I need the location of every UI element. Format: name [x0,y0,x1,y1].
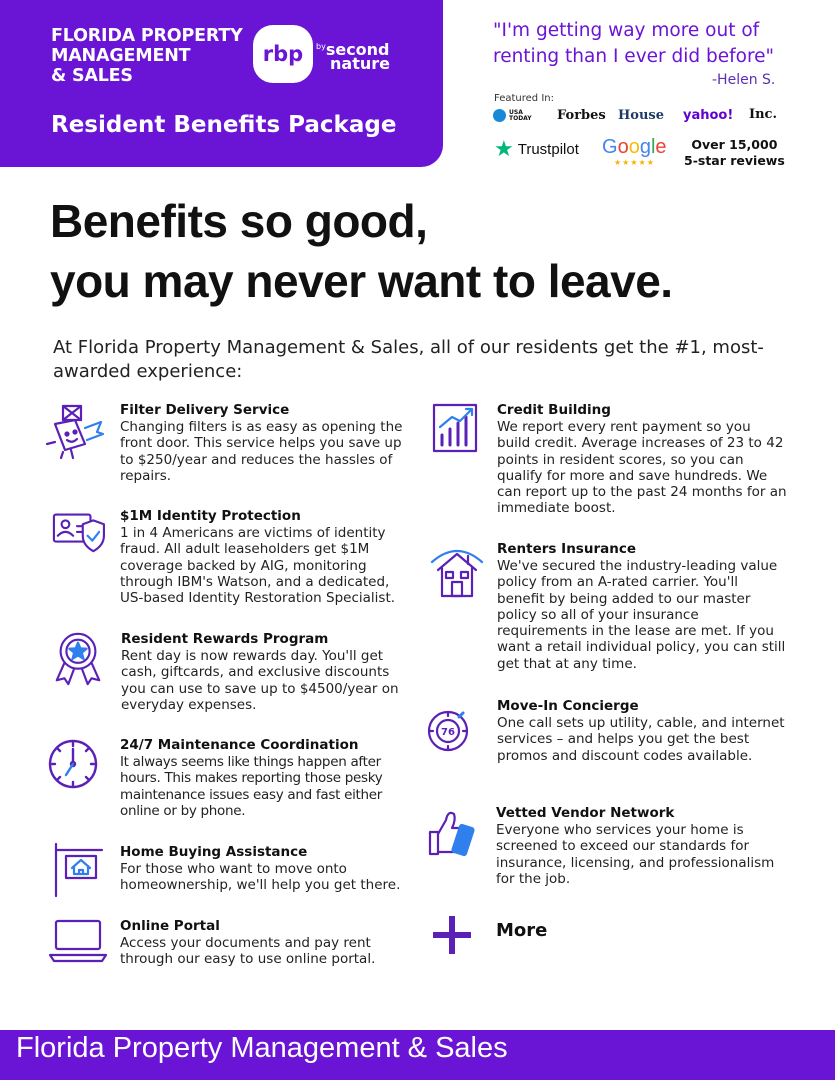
footer-company-name: Florida Property Management & Sales [16,1032,508,1064]
benefit-resident-rewards [121,631,411,713]
usa-today-text: TODAY [509,114,532,122]
rewards-ribbon-icon [50,630,106,688]
usa-today-text: USA [509,108,523,116]
featured-in-label: Featured In: [494,93,554,104]
rbp-logo-text: rbp [262,42,304,66]
rbp-logo [253,25,313,83]
yahoo-logo: yahoo! [683,108,734,123]
inc-logo: Inc. [749,107,777,122]
benefit-description: For those who want to move onto homeownership, we'll help you get there. [120,861,401,894]
more-label: More [496,920,548,941]
benefit-description: One call sets up utility, cable, and internet services – and helps you get the best promos and discount codes available. [497,715,785,764]
company-name-line: MANAGEMENT [51,46,191,66]
house-insurance-icon [428,542,486,600]
benefit-title: $1M Identity Protection [120,508,301,524]
usa-today-logo [493,109,532,122]
benefit-credit-building [497,402,787,517]
google-stars: ★★★★★ [614,158,655,167]
laptop-icon [48,917,108,965]
benefit-move-in-concierge [497,698,787,764]
company-name-line: & SALES [51,66,133,86]
headline-line: you may never want to leave. [50,255,673,307]
reviews-line: 5-star reviews [684,153,785,168]
benefit-description: Rent day is now rewards day. You'll get cash, giftcards, and exclusive discounts you can use to save up to $4500/year on everyday expenses. [121,648,399,713]
google-logo [602,136,667,158]
benefit-renters-insurance [497,541,787,672]
benefit-description: We report every rent payment so you build credit. Average increases of 23 to 42 points in resident scores, so you can qualify for more and save hundreds. We can report up to the past 24 months for an immediate boost. [497,419,787,517]
thermostat-icon [425,708,471,754]
testimonial-author: -Helen S. [712,72,776,88]
house-logo: House [618,108,664,123]
home-sign-icon [52,842,106,898]
benefit-title: Home Buying Assistance [120,844,308,860]
second-nature-line: second [325,40,390,59]
company-name-line: FLORIDA PROPERTY [51,26,243,46]
trustpilot-text: Trustpilot [517,140,579,158]
clock-icon [46,737,100,791]
benefit-identity-protection [120,508,412,606]
thumbs-up-phone-icon [426,806,476,860]
benefit-home-buying [120,844,410,894]
second-nature-logo [316,40,390,71]
testimonial-quote: "I'm getting way more out of renting than I ever did before" [493,20,775,67]
benefit-description: Access your documents and pay rent through our easy to use online portal. [120,935,376,968]
benefit-description: 1 in 4 Americans are victims of identity fraud. All adult leaseholders get $1M coverage backed by AIG, monitoring through IBM's Watson, and a dedicated, US-based Identity Restoration Specialist. [120,525,396,607]
credit-chart-icon [432,403,480,453]
reviews-line: Over 15,000 [691,137,778,152]
benefit-description: We've secured the industry-leading value policy from an A-rated carrier. You'll benefit by being added to our master policy so all of your insurance requirements in the lease are met. If you want a retail individual policy, you can still get that at any time. [497,558,786,672]
package-title: Resident Benefits Package [51,112,397,138]
trustpilot-logo [494,136,579,161]
reviews-count [684,137,785,169]
benefit-description: It always seems like things happen after hours. This makes reporting those pesky maintenance issues easy and fast either online or by phone. [120,754,383,819]
second-nature-line: nature [330,54,390,73]
benefit-online-portal [120,918,410,968]
google-text: Google [602,136,667,158]
benefit-title: Online Portal [120,918,220,934]
benefit-description: Everyone who services your home is screened to exceed our standards for insurance, licensing, and professionalism for the job. [496,822,775,887]
usa-today-dot-icon [493,109,506,122]
benefit-vetted-vendor [496,805,786,887]
forbes-logo: Forbes [557,108,606,123]
benefit-title: Renters Insurance [497,541,636,557]
trustpilot-star-icon: ★ [494,136,514,161]
intro-text: At Florida Property Management & Sales, all of our residents get the #1, most-awarded experience: [53,337,764,382]
company-name [51,26,243,86]
thermostat-number: 76 [441,727,455,738]
headline [50,191,673,311]
benefit-title: Resident Rewards Program [121,631,329,647]
benefit-maintenance [120,737,410,819]
benefit-title: Filter Delivery Service [120,402,290,418]
benefit-title: Vetted Vendor Network [496,805,675,821]
benefit-title: 24/7 Maintenance Coordination [120,737,359,753]
filter-delivery-icon [45,400,105,460]
benefit-title: Credit Building [497,402,611,418]
plus-icon [431,914,473,956]
benefit-description: Changing filters is as easy as opening the front door. This service helps you save up to $250/year and reduces the hassles of repairs. [120,419,403,484]
headline-line: Benefits so good, [50,195,428,247]
identity-protection-icon [48,505,106,555]
second-nature-by: by [316,42,326,51]
benefit-title: Move-In Concierge [497,698,639,714]
benefit-filter-delivery [120,402,412,484]
